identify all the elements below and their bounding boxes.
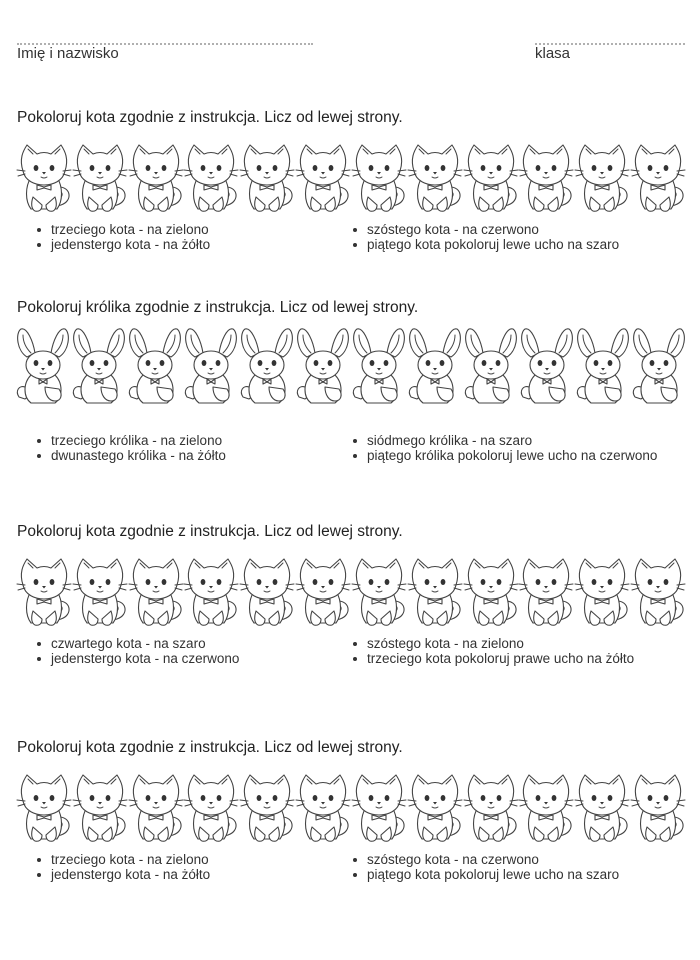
instructions-left bbox=[35, 433, 226, 463]
rabbit-icon bbox=[575, 327, 631, 412]
rabbit-icon bbox=[407, 327, 463, 412]
exercise-title: Pokoloruj kota zgodnie z instrukcja. Licz od lewej strony. bbox=[17, 739, 403, 756]
cat-icon bbox=[182, 141, 240, 220]
instruction-item: czwartego kota - na szaro bbox=[35, 636, 239, 651]
name-field-label: Imię i nazwisko bbox=[17, 45, 119, 62]
cat-icon bbox=[15, 141, 73, 220]
rabbit-icon bbox=[183, 327, 239, 412]
animal-row bbox=[15, 327, 687, 407]
cat-icon bbox=[517, 771, 575, 850]
instruction-item: trzeciego królika - na zielono bbox=[35, 433, 226, 448]
instructions-right bbox=[351, 636, 634, 666]
cat-icon bbox=[71, 141, 129, 220]
instruction-item: trzeciego kota - na zielono bbox=[35, 852, 210, 867]
cat-icon bbox=[462, 555, 520, 634]
instruction-item: piątego kota pokoloruj lewe ucho na szaro bbox=[351, 867, 619, 882]
instruction-item: jedenstergo kota - na żółto bbox=[35, 237, 210, 252]
instruction-item: szóstego kota - na zielono bbox=[351, 636, 634, 651]
cat-icon bbox=[182, 555, 240, 634]
rabbit-icon bbox=[71, 327, 127, 412]
exercise-title: Pokoloruj kota zgodnie z instrukcja. Licz od lewej strony. bbox=[17, 523, 403, 540]
instruction-item: szóstego kota - na czerwono bbox=[351, 852, 619, 867]
instructions-left bbox=[35, 222, 210, 252]
class-field-label: klasa bbox=[535, 45, 571, 62]
instruction-item: jedenstergo kota - na czerwono bbox=[35, 651, 239, 666]
rabbit-icon bbox=[15, 327, 71, 412]
cat-icon bbox=[573, 771, 631, 850]
exercise-title: Pokoloruj królika zgodnie z instrukcja. Licz od lewej strony. bbox=[17, 299, 419, 316]
cat-icon bbox=[15, 555, 73, 634]
instruction-item: dwunastego królika - na żółto bbox=[35, 448, 226, 463]
exercise-title: Pokoloruj kota zgodnie z instrukcja. Licz od lewej strony. bbox=[17, 109, 403, 126]
rabbit-icon bbox=[295, 327, 351, 412]
instructions-right bbox=[351, 852, 619, 882]
cat-icon bbox=[350, 555, 408, 634]
rabbit-icon bbox=[463, 327, 519, 412]
cat-icon bbox=[127, 771, 185, 850]
cat-icon bbox=[127, 555, 185, 634]
cat-icon bbox=[294, 141, 352, 220]
cat-icon bbox=[350, 141, 408, 220]
cat-icon bbox=[629, 141, 687, 220]
animal-row bbox=[15, 555, 687, 629]
instruction-item: trzeciego kota - na zielono bbox=[35, 222, 210, 237]
cat-icon bbox=[406, 771, 464, 850]
instruction-item: piątego kota pokoloruj lewe ucho na szaro bbox=[351, 237, 619, 252]
instruction-item: trzeciego kota pokoloruj prawe ucho na żółto bbox=[351, 651, 634, 666]
cat-icon bbox=[462, 141, 520, 220]
cat-icon bbox=[517, 555, 575, 634]
instruction-item: siódmego królika - na szaro bbox=[351, 433, 657, 448]
rabbit-icon bbox=[239, 327, 295, 412]
cat-icon bbox=[238, 771, 296, 850]
instruction-item: piątego królika pokoloruj lewe ucho na czerwono bbox=[351, 448, 657, 463]
animal-row bbox=[15, 771, 687, 845]
rabbit-icon bbox=[519, 327, 575, 412]
cat-icon bbox=[238, 555, 296, 634]
instruction-item: szóstego kota - na czerwono bbox=[351, 222, 619, 237]
instructions-left bbox=[35, 852, 210, 882]
rabbit-icon bbox=[631, 327, 687, 412]
cat-icon bbox=[71, 771, 129, 850]
cat-icon bbox=[15, 771, 73, 850]
instructions-right bbox=[351, 433, 657, 463]
cat-icon bbox=[294, 771, 352, 850]
animal-row bbox=[15, 141, 687, 215]
cat-icon bbox=[71, 555, 129, 634]
cat-icon bbox=[573, 141, 631, 220]
cat-icon bbox=[629, 771, 687, 850]
cat-icon bbox=[182, 771, 240, 850]
cat-icon bbox=[629, 555, 687, 634]
cat-icon bbox=[127, 141, 185, 220]
cat-icon bbox=[406, 141, 464, 220]
instructions-right bbox=[351, 222, 619, 252]
cat-icon bbox=[350, 771, 408, 850]
instructions-left bbox=[35, 636, 239, 666]
cat-icon bbox=[294, 555, 352, 634]
cat-icon bbox=[406, 555, 464, 634]
cat-icon bbox=[238, 141, 296, 220]
cat-icon bbox=[517, 141, 575, 220]
cat-icon bbox=[573, 555, 631, 634]
instruction-item: jedenstergo kota - na żółto bbox=[35, 867, 210, 882]
rabbit-icon bbox=[351, 327, 407, 412]
rabbit-icon bbox=[127, 327, 183, 412]
cat-icon bbox=[462, 771, 520, 850]
